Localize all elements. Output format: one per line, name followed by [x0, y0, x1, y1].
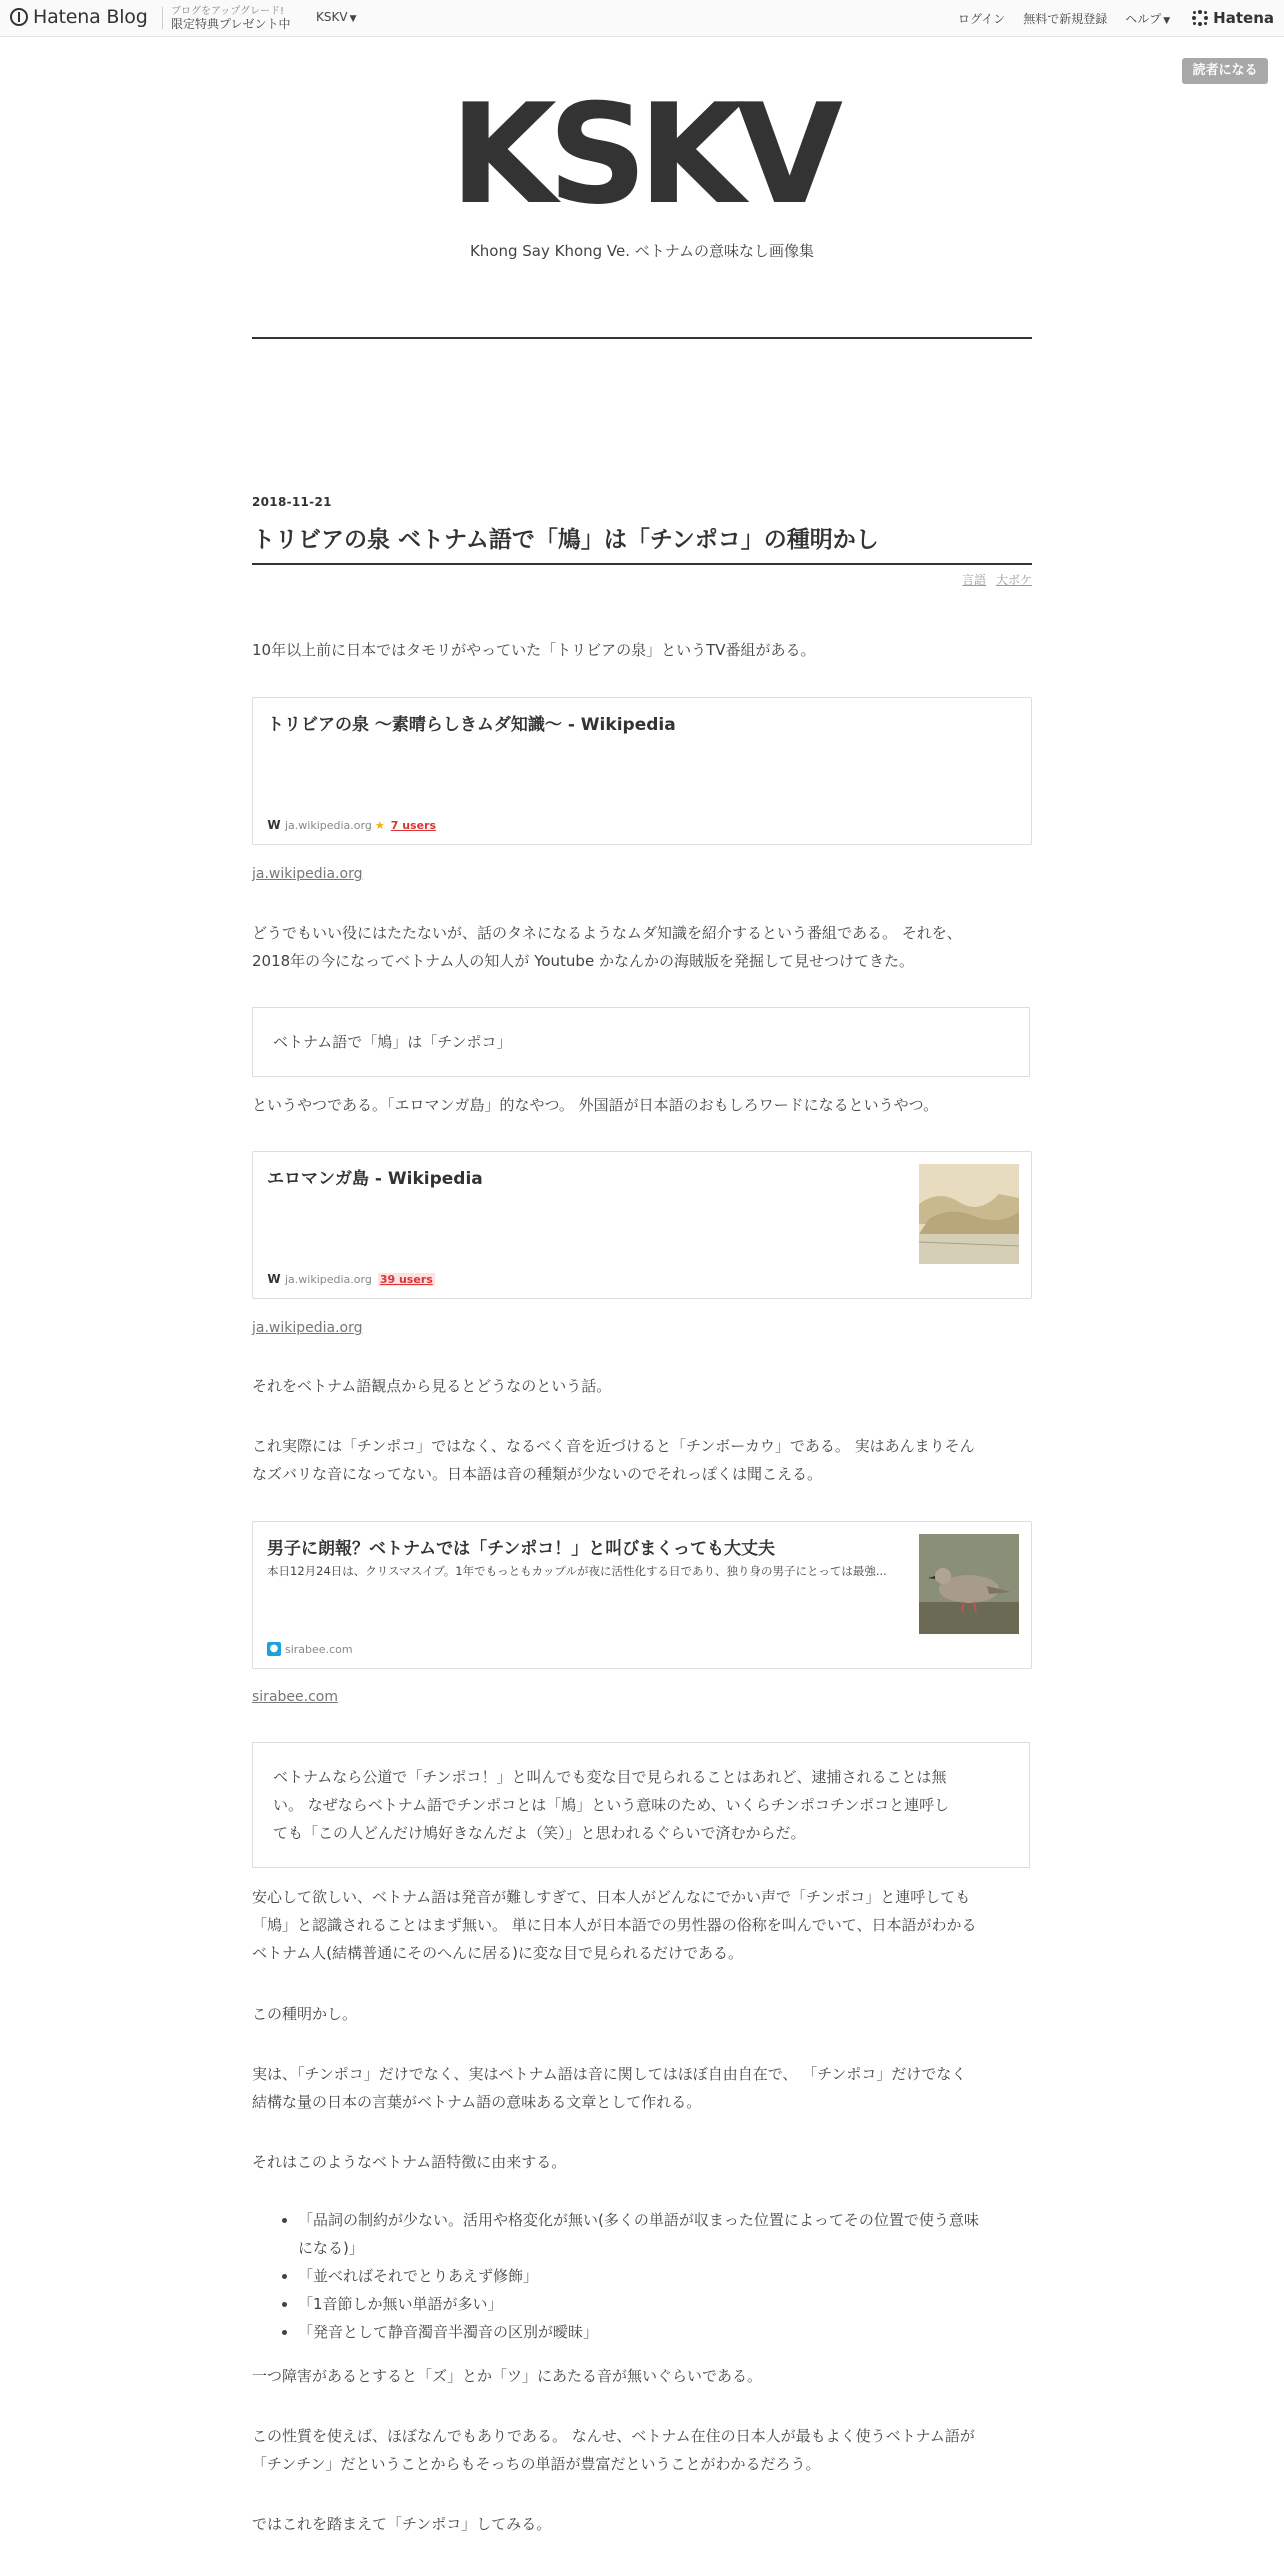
card-footer — [267, 818, 436, 832]
paragraph-line: 2018年の今になってベトナム人の知人が Youtube かなんかの海賊版を発掘して見せつけてきた。 — [252, 952, 914, 970]
bookmark-users-count[interactable]: 39 users — [379, 1272, 433, 1286]
paragraph: 一つ障害があるとすると「ズ」とか「ツ」にあたる音が無いぐらいである。 — [252, 2367, 763, 2385]
hatena-blog-logo-icon — [10, 8, 28, 26]
card-site: ja.wikipedia.org — [285, 1272, 372, 1286]
list-item: • 「発音として静音濁音半濁音の区別が曖昧」 — [298, 2318, 1078, 2346]
card-site: ja.wikipedia.org — [285, 818, 372, 832]
embed-card-sirabee[interactable] — [252, 1521, 1032, 1669]
header-divider — [162, 7, 163, 29]
blog-description: Khong Say Khong Ve. ベトナムの意味なし画像集 — [469, 242, 815, 260]
card-title[interactable]: エロマンガ島 - Wikipedia — [267, 1169, 483, 1189]
hatena-blog-logo[interactable] — [10, 6, 148, 28]
hatena-blog-logo-text: Hatena Blog — [33, 6, 148, 28]
help-dropdown[interactable] — [1125, 10, 1170, 27]
promo-line-1: ブログをアップグレード! — [171, 6, 285, 17]
star-icon: ★ — [374, 818, 385, 832]
wikipedia-icon: W — [267, 818, 281, 832]
source-link[interactable]: ja.wikipedia.org — [252, 1320, 363, 1336]
feature-list — [252, 2206, 1078, 2346]
paragraph — [252, 2422, 1032, 2478]
blog-menu-label: KSKV — [316, 10, 348, 24]
card-footer — [267, 1272, 435, 1286]
quote-line: ても「この人どんだけ鳩好きなんだよ（笑）」と思われるぐらいで済むからだ。 — [273, 1824, 806, 1842]
paragraph-line: この性質を使えば、ほぼなんでもありである。 なんせ、ベトナム在住の日本人が最もよく使うベトナム語が — [252, 2427, 975, 2445]
quote-line: い。 なぜならベトナム語でチンポコとは「鳩」という意味のため、いくらチンポコチンポコと連呼し — [273, 1796, 950, 1814]
paragraph — [252, 1883, 1032, 1967]
card-title[interactable]: 男子に朗報？ベトナムでは「チンポコ！」と叫びまくっても大丈夫 — [267, 1539, 775, 1559]
sirabee-icon: ● — [267, 1642, 281, 1656]
paragraph: というやつである。「エロマンガ島」的なやつ。 外国語が日本語のおもしろワードになるというやつ。 — [252, 1096, 939, 1114]
chevron-down-icon: ▼ — [1163, 15, 1171, 26]
hatena-dots-icon — [1192, 10, 1208, 26]
list-item — [298, 2206, 1078, 2262]
source-link[interactable]: ja.wikipedia.org — [252, 866, 363, 882]
chevron-down-icon: ▼ — [349, 14, 357, 24]
entry-body — [252, 0, 1032, 2568]
entry-title[interactable]: トリビアの泉 ベトナム語で「鳩」は「チンポコ」の種明かし — [252, 523, 1032, 565]
embed-card-trivia[interactable] — [252, 697, 1032, 845]
blockquote — [252, 1007, 1030, 1077]
blockquote — [252, 1742, 1030, 1868]
paragraph-line: 「鳩」と認識されることはまず無い。 単に日本人が日本語での男性器の俗称を叫んでいて、日本語がわかる — [252, 1916, 977, 1934]
paragraph-line: 安心して欲しい、ベトナム語は発音が難しすぎて、日本人がどんなにでかい声で「チンポコ」と連呼しても — [252, 1888, 971, 1906]
paragraph-line: これ実際には「チンポコ」ではなく、なるべく音を近づけると「チンボーカウ」である。 実はあんまりそん — [252, 1437, 975, 1455]
paragraph-line: 実は、「チンポコ」だけでなく、実はベトナム語は音に関してはほぼ自由自在で、 「チンポコ」だけでなく — [252, 2065, 967, 2083]
paragraph: それはこのようなベトナム語特徴に由来する。 — [252, 2153, 567, 2171]
signup-link[interactable]: 無料で新規登録 — [1023, 11, 1108, 26]
paragraph-line: 「チンチン」だということからもそっちの単語が豊富だということがわかるだろう。 — [252, 2455, 821, 2473]
paragraph: ではこれを踏まえて「チンポコ」してみる。 — [252, 2515, 552, 2533]
card-footer — [267, 1642, 353, 1656]
hatena-label: Hatena — [1213, 9, 1274, 27]
subscribe-button[interactable]: 読者になる — [1182, 58, 1268, 84]
category-link-language[interactable]: 言語 — [962, 573, 987, 587]
list-item: • 「1音節しか無い単語が多い」 — [298, 2290, 1078, 2318]
card-thumbnail-pigeon[interactable] — [919, 1534, 1019, 1634]
card-site: sirabee.com — [285, 1642, 353, 1656]
card-title[interactable]: トリビアの泉 〜素晴らしきムダ知識〜 - Wikipedia — [267, 715, 676, 735]
list-item-text: 「品詞の制約が少ない。活用や格変化が無い(多くの単語が収まった位置によってその位置で使う意味 — [298, 2211, 979, 2229]
wikipedia-icon: W — [267, 1272, 281, 1286]
paragraph-line: なズバリな音になってない。日本語は音の種類が少ないのでそれっぽくは聞こえる。 — [252, 1465, 823, 1483]
card-description: 本日12月24日は、クリスマスイブ。1年でもっともカップルが夜に活性化する日であり、独り身の男子にとっては最強... — [267, 1564, 887, 1578]
list-item: • 「並べればそれでとりあえず修飾」 — [298, 2262, 1078, 2290]
paragraph — [252, 1432, 1032, 1488]
paragraph: それをベトナム語観点から見るとどうなのという話。 — [252, 1377, 612, 1395]
bookmark-users-count[interactable]: 7 users — [390, 818, 437, 832]
source-link[interactable]: sirabee.com — [252, 1689, 338, 1705]
quote-line: ベトナムなら公道で「チンポコ！」と叫んでも変な目で見られることはあれど、逮捕されることは無 — [273, 1768, 947, 1786]
paragraph: この種明かし。 — [252, 2005, 358, 2023]
paragraph-line: 結構な量の日本の言葉がベトナム語の意味ある文章として作れる。 — [252, 2093, 702, 2111]
paragraph: 10年以上前に日本ではタモリがやっていた「トリビアの泉」というTV番組がある。 — [252, 641, 816, 659]
promo-line-2: 限定特典プレゼント中 — [171, 17, 291, 31]
quote-text: ベトナム語で「鳩」は「チンポコ」 — [273, 1033, 512, 1051]
blog-title[interactable]: KSKV — [449, 74, 835, 235]
paragraph-line: ベトナム人(結構普通にそのへんに居る)に変な目で見られるだけである。 — [252, 1944, 743, 1962]
paragraph-line: どうでもいい役にはたたないが、話のタネになるようなムダ知識を紹介するという番組である。 それを、 — [252, 924, 962, 942]
help-label: ヘルプ — [1125, 11, 1162, 26]
card-thumbnail-landscape[interactable] — [919, 1164, 1019, 1264]
entry-date[interactable]: 2018-11-21 — [252, 495, 332, 509]
list-item-text-cont: になる)」 — [298, 2239, 364, 2257]
category-link-boke[interactable]: 大ボケ — [995, 573, 1032, 587]
paragraph — [252, 919, 1032, 975]
paragraph — [252, 2060, 1032, 2116]
embed-card-eromanga[interactable] — [252, 1151, 1032, 1299]
login-link[interactable]: ログイン — [957, 11, 1006, 26]
hatena-link[interactable] — [1192, 9, 1274, 27]
